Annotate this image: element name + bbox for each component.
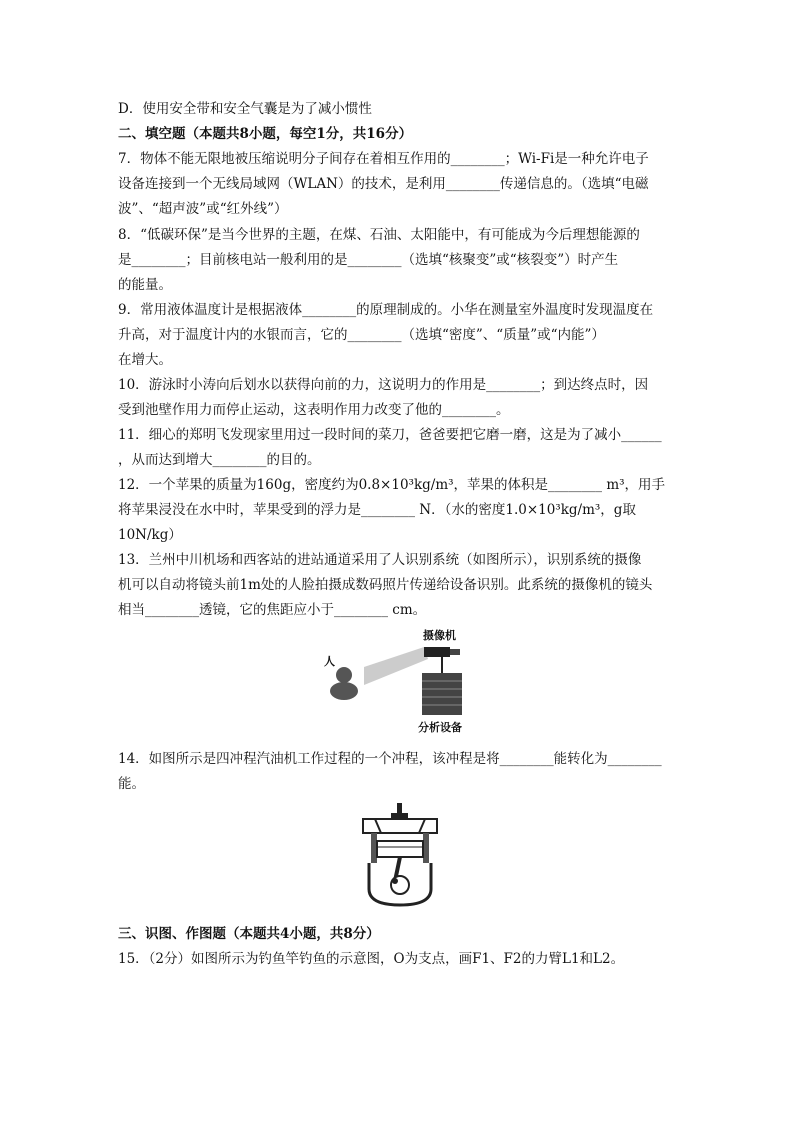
q7-line-2: 设备连接到一个无线局域网（WLAN）的技术，是利用________传递信息的。（选填“电磁 (118, 176, 649, 192)
q15-line-1: 15．（2分）如图所示为钓鱼竿钓鱼的示意图，O为支点，画F1、F2的力臂L1和L2。 (118, 951, 625, 967)
q11-line-1: 11．细心的郑明飞发现家里用过一段时间的菜刀，爸爸要把它磨一磨，这是为了减小______ (118, 427, 662, 443)
q10-line-2: 受到池壁作用力而停止运动，这表明作用力改变了他的________。 (118, 402, 510, 418)
person-head-icon (336, 667, 352, 683)
engine-figure (355, 803, 445, 908)
q9-line-2: 升高，对于温度计内的水银而言，它的________（选填“密度”、“质量”或“内能”） (118, 327, 605, 343)
person-label: 人 (324, 655, 335, 668)
q14-line-2: 能。 (118, 776, 145, 792)
option-d: D．使用安全带和安全气囊是为了减小惯性 (118, 101, 372, 117)
q11-line-2: ，从而达到增大________的目的。 (118, 452, 321, 468)
section-2-heading: 二、填空题（本题共8小题，每空1分，共16分） (118, 126, 413, 142)
q12-line-2: 将苹果浸没在水中时，苹果受到的浮力是________ N．（水的密度1.0×10³kg/m³，g取 (118, 502, 636, 518)
q12-line-3: 10N/kg） (118, 527, 182, 543)
q8-line-3: 的能量。 (118, 277, 172, 293)
q9-line-1: 9．常用液体温度计是根据液体________的原理制成的。小华在测量室外温度时发现温度在 (118, 302, 654, 318)
q13-line-1: 13．兰州中川机场和西客站的进站通道采用了人识别系统（如图所示），识别系统的摄像 (118, 552, 642, 568)
section-3-heading: 三、识图、作图题（本题共4小题，共8分） (118, 926, 380, 942)
camera-label: 摄像机 (423, 629, 456, 642)
spark-plug-icon (397, 803, 402, 813)
q10-line-1: 10．游泳时小涛向后划水以获得向前的力，这说明力的作用是________；到达终点时，因 (118, 377, 649, 393)
q8-line-2: 是________；目前核电站一般利用的是________（选填“核聚变”或“核裂变”）时产生 (118, 252, 619, 268)
face-recognition-figure (318, 625, 478, 735)
q7-line-3: 波”、“超声波”或“红外线”） (118, 201, 288, 217)
analysis-device-icon (422, 673, 462, 715)
q9-line-3: 在增大。 (118, 352, 172, 368)
piston-icon (377, 841, 423, 857)
q13-line-2: 机可以自动将镜头前1m处的人脸拍摄成数码照片传递给设备识别。此系统的摄像机的镜头 (118, 577, 653, 593)
q13-line-3: 相当________透镜，它的焦距应小于________ cm。 (118, 602, 427, 618)
camera-beam (364, 647, 428, 685)
camera-icon (424, 647, 450, 657)
camera-lens-icon (450, 649, 460, 655)
device-label: 分析设备 (418, 721, 462, 734)
q12-line-1: 12．一个苹果的质量为160g，密度约为0.8×10³kg/m³，苹果的体积是________ m³，用手 (118, 477, 666, 493)
person-body-icon (330, 682, 358, 700)
q7-line-1: 7．物体不能无限地被压缩说明分子间存在着相互作用的________；Wi-Fi是一种允许电子 (118, 151, 649, 167)
q8-line-1: 8．“低碳环保”是当今世界的主题，在煤、石油、太阳能中，有可能成为今后理想能源的 (118, 227, 640, 243)
q14-line-1: 14．如图所示是四冲程汽油机工作过程的一个冲程，该冲程是将________能转化为________ (118, 751, 662, 767)
